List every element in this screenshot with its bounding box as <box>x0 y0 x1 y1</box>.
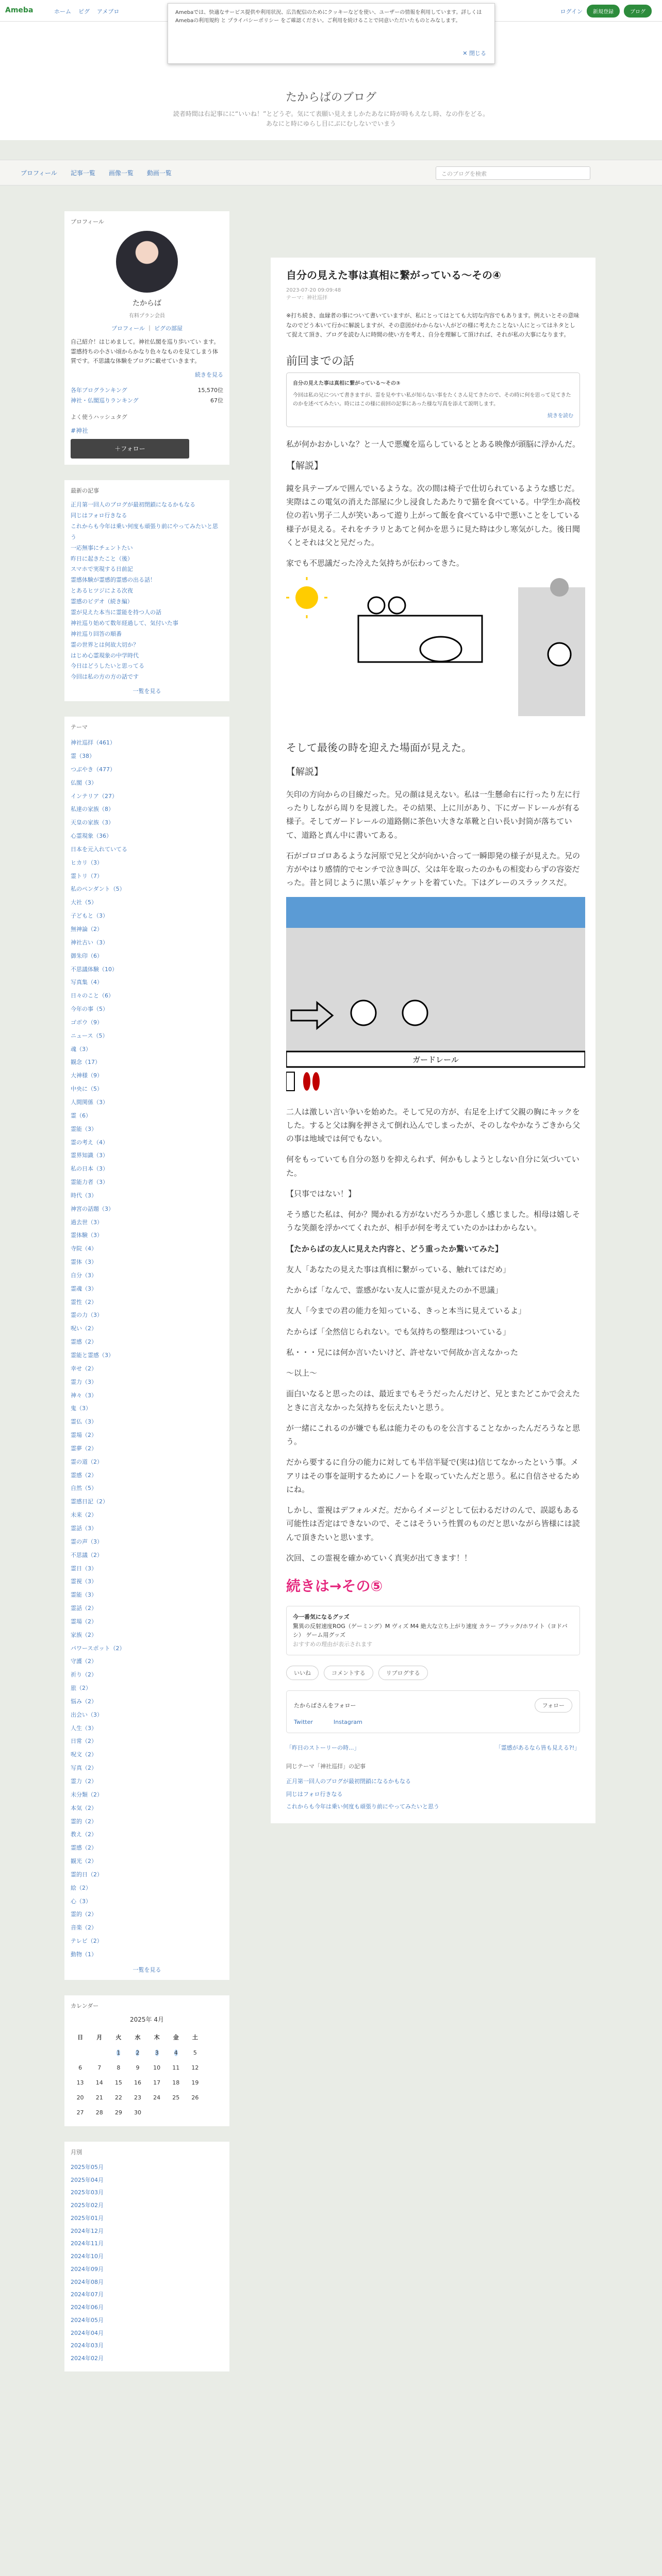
theme-item[interactable]: 霊の考え（4） <box>71 1139 108 1146</box>
recent-item[interactable]: 神社巡り始めて数年経過して、気付いた事 <box>71 619 178 626</box>
month-item[interactable]: 2024年05月 <box>71 2316 104 2324</box>
theme-item[interactable]: 日常（2） <box>71 1738 97 1745</box>
recent-item[interactable]: とあるヒツジによる次夜 <box>71 587 133 595</box>
prev-heading: 前回までの話 <box>286 355 355 368</box>
prev-article-body: 今回は私の兄について書きますが、霊を見やすい私が知らない事をたくさん見てきたので、その時に何を思って見てきたのかを述べてみたい。時にはこの様に前回の記事にあった様な写真を添えて説明します。 <box>293 393 571 408</box>
theme-item[interactable]: 不思議体験（10） <box>71 965 118 973</box>
blog-button[interactable]: ブログ <box>624 5 652 18</box>
article-theme[interactable]: テーマ：神社巡拝 <box>286 295 327 301</box>
calendar-box <box>64 1995 229 2126</box>
male-icon-2 <box>389 597 405 614</box>
month-item[interactable]: 2024年02月 <box>71 2355 104 2362</box>
month-item[interactable]: 2025年03月 <box>71 2189 104 2196</box>
theme-item[interactable]: 鬼（3） <box>71 1405 91 1412</box>
calendar-day[interactable]: 28 <box>95 2109 103 2116</box>
months-list <box>71 2161 223 2365</box>
para-3h: そして最後の時を迎えた場面が見えた。 <box>286 741 472 754</box>
theme-item[interactable]: 霊的（2） <box>71 1818 97 1825</box>
shoe-icon-1 <box>303 1072 310 1091</box>
para-6: そう感じた私は、何か？聞かれる方がないだろうか悲しく感じました。相母は嬉しそうな笑顔を浮かべてくれたが、相手が何を考えていたのかはわからない。 <box>286 1210 581 1233</box>
next-entry-link[interactable]: 「霊感があるなら皆も見える?!」 <box>495 1744 580 1752</box>
sidebar-follow-button[interactable]: ＋フォロー <box>71 439 189 459</box>
theme-item[interactable]: 天皇の家族（3） <box>71 819 114 826</box>
calendar-day[interactable]: 8 <box>117 2064 121 2071</box>
theme-item[interactable]: 神々（3） <box>71 1392 97 1399</box>
theme-item[interactable]: 音楽（2） <box>71 1924 97 1931</box>
para-9: が一緒にこれるのが嫌でも私は能力そのものを公言することなかったんだろうなと思う。 <box>286 1423 581 1447</box>
top-nav-ameblo[interactable]: アメブロ <box>97 8 120 15</box>
theme-item[interactable]: 御朱印（6） <box>71 952 103 959</box>
weekday: 金 <box>173 2033 179 2041</box>
theme-item[interactable]: 今年の事（5） <box>71 1006 108 1013</box>
month-item[interactable]: 2024年12月 <box>71 2227 104 2234</box>
month-item[interactable]: 2024年08月 <box>71 2278 104 2285</box>
theme-item[interactable]: 自分（3） <box>71 1272 97 1279</box>
calendar-day[interactable]: 12 <box>191 2064 199 2071</box>
theme-item[interactable]: つぶやき（477） <box>71 766 115 773</box>
calendar-heading: カレンダー <box>71 2002 99 2009</box>
para-7f: 〜以上〜 <box>286 1368 318 1378</box>
para-2b: 家でも不思議だった冷えた気持ちが伝わってきた。 <box>286 558 464 568</box>
weekday: 土 <box>192 2033 198 2041</box>
calendar-day[interactable]: 3 <box>155 2049 159 2056</box>
guardrail-label: ガードレール <box>412 1055 459 1064</box>
theme-item[interactable]: 家族（2） <box>71 1631 97 1638</box>
theme-item[interactable]: ニュース（5） <box>71 1032 108 1039</box>
theme-item[interactable]: 呪文（2） <box>71 1751 97 1758</box>
month-item[interactable]: 2024年03月 <box>71 2342 104 2349</box>
theme-item[interactable]: 大神様（9） <box>71 1072 103 1079</box>
calendar-day[interactable]: 14 <box>95 2079 103 2086</box>
theme-item[interactable]: 霊魂（3） <box>71 1285 97 1292</box>
theme-item[interactable]: 絵（2） <box>71 1884 91 1891</box>
riverbank-shape <box>286 928 585 1052</box>
calendar-day[interactable]: 21 <box>95 2094 103 2101</box>
theme-item[interactable]: 子どもと（3） <box>71 912 108 920</box>
calendar-day <box>147 2105 167 2120</box>
calendar-day[interactable]: 4 <box>174 2049 178 2056</box>
recent-item[interactable]: 一応無事にチェントたい <box>71 544 133 551</box>
calendar-day <box>167 2105 186 2120</box>
calendar-day[interactable]: 9 <box>136 2064 140 2071</box>
para-11: しかし、霊視はデフォルメだ。だからイメージとして伝わるだけのんで、誤認もある可能性は否定はできないので、そこはそういう性質のものだと思いながら皆様には読んで頂きたいと思います。 <box>286 1505 580 1542</box>
calendar-day[interactable]: 15 <box>114 2079 122 2086</box>
theme-item[interactable]: 写真（2） <box>71 1765 97 1772</box>
month-item[interactable]: 2024年07月 <box>71 2291 104 2298</box>
prev-article-title: 自分の見えた事は真相に繋がっている〜その③ <box>293 381 401 387</box>
blog-description-line2: あなにと時にゆらし目にぶにむしないでいまう <box>266 120 396 128</box>
recent-list <box>71 500 223 683</box>
theme-item[interactable]: 霊の力（3） <box>71 1312 103 1319</box>
theme-item[interactable]: 霊の声（3） <box>71 1538 103 1545</box>
calendar-day[interactable]: 7 <box>97 2064 102 2071</box>
profile-heading: プロフィール <box>71 218 104 225</box>
para-7d: たからば「全然信じられない。でも気持ちの整理はついている」 <box>286 1327 511 1336</box>
theme-item[interactable]: 自然（5） <box>71 1485 97 1492</box>
twitter-link[interactable]: Twitter <box>294 1719 313 1726</box>
theme-item[interactable]: 人生（3） <box>71 1724 97 1732</box>
theme-item[interactable]: 本気（2） <box>71 1804 97 1811</box>
recent-item[interactable]: はじめ心霊現象の中学時代 <box>71 652 139 659</box>
month-item[interactable]: 2025年04月 <box>71 2176 104 2183</box>
para-4b: 石がゴロゴロあるような河原で兄と父が向かい合って一瞬即発の様子が見えた。兄の方がやはり感情的でセンチで泣き叫び、父は年を取ったのかもの相変わらずの容姿だった。昔と同じように黒い革ジャケットを着ていた。下はグレーのスラックスだ。 <box>286 851 581 888</box>
calendar-table <box>71 2029 205 2120</box>
theme-item[interactable]: 霊力（2） <box>71 1778 97 1785</box>
recent-item[interactable]: 昨日に起きたこと（後） <box>71 555 133 562</box>
cookie-notice <box>168 3 495 64</box>
theme-item[interactable]: 心（3） <box>71 1897 91 1905</box>
related-list <box>286 1775 580 1813</box>
reblog-button[interactable]: リブログする <box>378 1666 428 1680</box>
para-7b: たからば「なんで、霊感がない友人に霊が見えたのか不思議」 <box>286 1285 503 1295</box>
premium-badge: 有料プラン会員 <box>129 313 165 319</box>
top-nav-home[interactable]: ホーム <box>54 8 71 15</box>
theme-item[interactable]: 霊視（3） <box>71 1578 97 1585</box>
recent-item[interactable]: 霊感体験が霊感的霊感の出る話！ <box>71 577 156 584</box>
theme-item[interactable]: 霊的日（2） <box>71 1871 103 1878</box>
theme-item[interactable]: 寺院（4） <box>71 1245 97 1252</box>
hashtag-link[interactable]: #神社 <box>71 427 89 435</box>
calendar-day[interactable]: 13 <box>76 2079 84 2086</box>
calendar-day[interactable]: 23 <box>134 2094 141 2101</box>
follow-button[interactable]: フォロー <box>535 1698 572 1713</box>
theme-item[interactable]: 時代（3） <box>71 1192 97 1199</box>
calendar-day <box>71 2045 90 2060</box>
ad-box[interactable] <box>286 1606 580 1655</box>
theme-item[interactable]: 霊感（2） <box>71 1338 97 1346</box>
month-item[interactable]: 2024年10月 <box>71 2253 104 2260</box>
profile-name[interactable]: たからば <box>133 299 161 308</box>
recent-box <box>64 480 229 701</box>
recent-item[interactable]: 神社巡り回答の順番 <box>71 630 122 637</box>
article-title[interactable]: 自分の見えた事は真相に繋がっている〜その④ <box>286 269 501 281</box>
theme-item[interactable]: 神社巡拝（461） <box>71 739 115 747</box>
article-date: 2023-07-20 09:09:48 <box>286 287 341 293</box>
sidebar <box>64 211 229 2371</box>
month-item[interactable]: 2024年06月 <box>71 2304 104 2311</box>
para-1b: 【解説】 <box>286 461 323 472</box>
calendar-day[interactable]: 29 <box>114 2109 122 2116</box>
male-icon-1 <box>368 597 385 614</box>
para-10: だから要するに自分の能力に対しても半信半疑で(実は)信じてなかったという事。メアリはその事を証明するためにノートを取っていたんだと思う。私に自信させるためにね。 <box>286 1458 580 1494</box>
profile-more-link[interactable]: 続きを見る <box>195 371 223 379</box>
calendar-day <box>90 2045 109 2060</box>
theme-item[interactable]: 教え（2） <box>71 1831 97 1838</box>
theme-item[interactable]: 神社古い（3） <box>71 939 108 946</box>
theme-more-link[interactable]: 一覧を見る <box>133 1966 161 1973</box>
theme-item[interactable]: 霊（38） <box>71 753 95 760</box>
recent-item[interactable]: 同じはフォロ行きなる <box>71 512 127 519</box>
pigg-room-link[interactable]: ピグの部屋 <box>154 325 183 332</box>
theme-item[interactable]: 私のペンダント（5） <box>71 886 125 893</box>
theme-item[interactable]: 人間関係（3） <box>71 1098 108 1106</box>
profile-box: プロフィール たからば 有料プラン会員 プロフィール ｜ ピグの部屋 自己紹介！はじめまして。神社仏閣を巡り歩いてい ます。霊感持ちの小さい頃からかなり色々なものを見てしまう体質です。不思議な体験をブログに載せていきます。 続きを見る 各年ブログランキング 15,570位 神社・仏閣巡りランキング 67位 よく使うハッシュタグ #神社 ＋フォロー <box>64 211 229 465</box>
theme-item[interactable]: 霊感（2） <box>71 1844 97 1852</box>
weekday: 水 <box>135 2033 141 2041</box>
calendar-day <box>186 2105 205 2120</box>
theme-item[interactable]: 日本を元入れていてる <box>71 845 127 853</box>
theme-item[interactable]: 心霊現象（36） <box>71 833 112 840</box>
login-link[interactable]: ログイン <box>560 8 583 15</box>
theme-item[interactable]: 霊話（2） <box>71 1605 97 1612</box>
theme-item[interactable]: 霊（6） <box>71 1112 91 1119</box>
para-5: 二人は激しい言い争いを始めた。そして兄の方が、右足を上げて父親の胸にキックをした。すると父は胸を押さえて倒れ込んでしまったが、そのしなやかなうごきから父の事は地域では何でもない。 <box>286 1107 581 1144</box>
theme-item[interactable]: 霊感（2） <box>71 1471 97 1479</box>
top-nav <box>54 7 119 15</box>
calendar-day[interactable]: 26 <box>191 2094 199 2101</box>
theme-item[interactable]: 私の日本（3） <box>71 1165 108 1173</box>
top-nav-pigg[interactable]: ピグ <box>78 8 90 15</box>
ranking-value-1: 15,570位 <box>197 387 223 394</box>
theme-item[interactable]: 霊夢（2） <box>71 1445 97 1452</box>
theme-item[interactable]: 幸せ（2） <box>71 1365 97 1372</box>
illustration-table-scene <box>286 577 585 726</box>
register-button[interactable]: 新規登録 <box>587 5 620 18</box>
recent-item[interactable]: スマホで実現する日前記 <box>71 566 133 573</box>
theme-item[interactable]: テレビ（2） <box>71 1938 103 1945</box>
para-6h: 【只事ではない！】 <box>286 1189 356 1198</box>
theme-item[interactable]: 神宮の話題（3） <box>71 1205 114 1212</box>
blog-search-input[interactable]: このブログを検索 <box>436 166 590 180</box>
hashtag-heading: よく使うハッシュタグ <box>71 414 127 421</box>
follow-card <box>286 1690 580 1733</box>
theme-item[interactable]: 過去世（3） <box>71 1218 103 1226</box>
theme-item[interactable]: 呪い（2） <box>71 1325 97 1332</box>
instagram-link[interactable]: Instagram <box>333 1719 362 1726</box>
related-item[interactable]: 同じはフォロ行きなる <box>286 1790 343 1798</box>
weekday: 火 <box>115 2033 122 2041</box>
ranking-label-2[interactable]: 神社・仏閣巡りランキング <box>71 397 139 404</box>
para-7h: 【たからばの友人に見えた内容と、どう重ったか驚いてみた】 <box>286 1244 503 1253</box>
nav-videos[interactable]: 動画一覧 <box>146 170 172 177</box>
table-shape <box>358 616 482 662</box>
calendar-day[interactable]: 17 <box>153 2079 161 2086</box>
top-right <box>560 5 652 18</box>
action-buttons <box>286 1666 580 1680</box>
theme-item[interactable]: 仏閣（3） <box>71 779 97 786</box>
article-intro: ※打ち続き、血縁者の事について書いていますが、私にとってはとても大切な内容でもあります。例えいとその意味なのでどう本いて行かに解説しますが、その意図がわからない人がどの様に考えたことない人にとってはネタとして捉えて頂き、ブログを読む人に時間の使い方を考え、自分を理解して頂ければ、それが私の大事になります。 <box>286 312 580 338</box>
theme-item[interactable]: 動物（1） <box>71 1951 97 1958</box>
blog-description <box>0 109 662 129</box>
para-12: 次回、この霊視を確かめていく真実が出てきます！！ <box>286 1553 472 1563</box>
cookie-notice-text: Amebaでは、快適なサービス提供や利用状況、広告配信のためにクッキーなどを使い、ユーザーの情報を利用しています。詳しくは Amebaの利用規約 と プライバシーポリシー をご確認ください。ご利用を続けることで同意いただいたものとみなします。 <box>175 10 482 24</box>
theme-list <box>71 736 223 1961</box>
ranking-value-2: 67位 <box>210 397 223 404</box>
cloud-icon <box>550 578 569 597</box>
month-item[interactable]: 2025年01月 <box>71 2214 104 2222</box>
recent-more-link[interactable]: 一覧を見る <box>133 688 161 695</box>
plate-icon <box>420 637 461 662</box>
theme-item[interactable]: 出会い（3） <box>71 1711 103 1718</box>
theme-item[interactable]: 観念（17） <box>71 1059 101 1066</box>
theme-item[interactable]: 霊トリ（7） <box>71 872 103 879</box>
related-heading: 同じテーマ「神社巡拝」の記事 <box>286 1763 366 1770</box>
theme-item[interactable]: 霊的（2） <box>71 1911 97 1918</box>
recent-item[interactable]: 今回は私の方の方の話です <box>71 673 139 681</box>
para-5b: 何をもっていても自分の怒りを抑えられず、何かもしようとしない自分に気づいていた。 <box>286 1155 580 1178</box>
prev-article-more[interactable]: 続きを読む <box>548 413 573 419</box>
theme-item[interactable]: 霊仏（3） <box>71 1418 97 1426</box>
month-item[interactable]: 2024年04月 <box>71 2329 104 2336</box>
recent-item[interactable]: 正月第一回人のブログが最初閉鎖になるかもなる <box>71 501 195 509</box>
calendar-day[interactable]: 30 <box>134 2109 141 2116</box>
recent-item[interactable]: 今日はどうしたいと思ってる <box>71 663 144 670</box>
calendar-day[interactable]: 22 <box>114 2094 122 2101</box>
theme-item[interactable]: 霊能（3） <box>71 1125 97 1132</box>
recent-heading: 最新の記事 <box>71 487 99 495</box>
recent-item[interactable]: 霊感のビデオ（続き編） <box>71 598 133 605</box>
follow-card-label: たからばさんをフォロー <box>294 1702 356 1709</box>
month-item[interactable]: 2024年11月 <box>71 2240 104 2247</box>
theme-item[interactable]: 不思議（2） <box>71 1551 103 1558</box>
months-heading: 月別 <box>71 2148 82 2156</box>
month-item[interactable]: 2025年05月 <box>71 2163 104 2171</box>
calendar-day[interactable]: 10 <box>153 2064 161 2071</box>
sun-icon <box>295 586 318 609</box>
para-4: 矢印の方向からの目線だった。兄の顔は見えない。私は一生懸命右に行ったり左に行ったりしながら周りを見渡した。その結果、上に川があり、下にガードレールが有る様子。そしてガードレールの道路側に茶色い大きな革靴と白い長い封筒が落ちていて、道路と真ん中に書いてある。 <box>286 789 581 840</box>
calendar-day[interactable]: 25 <box>172 2094 180 2101</box>
weekday: 木 <box>154 2033 160 2041</box>
calendar-day[interactable]: 2 <box>136 2049 140 2056</box>
theme-item[interactable]: 霊力（3） <box>71 1378 97 1385</box>
weekday: 日 <box>77 2033 84 2041</box>
theme-item[interactable]: 未来（2） <box>71 1512 97 1519</box>
theme-item[interactable]: 霊場（2） <box>71 1618 97 1625</box>
ad-note: おすすめの理由が表示されます <box>293 1640 373 1648</box>
theme-item[interactable]: 霊体（3） <box>71 1259 97 1266</box>
next-article-link[interactable]: 続きは→その⑤ <box>286 1578 383 1595</box>
theme-item[interactable]: 無神論（2） <box>71 926 103 933</box>
theme-item[interactable]: 写真集（4） <box>71 979 103 986</box>
ameba-logo[interactable]: Ameba <box>5 6 34 14</box>
months-box <box>64 2142 229 2371</box>
theme-item[interactable]: 観光（2） <box>71 1858 97 1865</box>
theme-item[interactable]: 悩み（2） <box>71 1698 97 1705</box>
recent-item[interactable]: これからも今年は乗い何度も頑張り前にやってみたいと思う <box>71 522 218 540</box>
theme-item[interactable]: 守護（2） <box>71 1658 97 1665</box>
calendar-day[interactable]: 1 <box>117 2049 121 2056</box>
father-icon <box>403 1001 427 1025</box>
theme-item[interactable]: 霊話（3） <box>71 1524 97 1532</box>
recent-item[interactable]: 霊が見えた本当に霊能を持つ人の話 <box>71 608 161 616</box>
theme-item[interactable]: 霊感日記（2） <box>71 1498 108 1505</box>
blog-title[interactable]: たからばのブログ <box>285 91 376 104</box>
calendar-day[interactable]: 11 <box>172 2064 180 2071</box>
theme-item[interactable]: 私達の家族（8） <box>71 806 114 813</box>
theme-item[interactable]: 霊場（2） <box>71 1432 97 1439</box>
month-item[interactable]: 2025年02月 <box>71 2202 104 2209</box>
calendar-day[interactable]: 18 <box>172 2079 180 2086</box>
calendar-day[interactable]: 5 <box>193 2049 197 2056</box>
prev-article-card[interactable] <box>286 372 580 427</box>
recent-item[interactable]: 霊の世界とは何故大切か？ <box>71 641 139 648</box>
theme-item[interactable]: 旅（2） <box>71 1685 91 1692</box>
calendar-day[interactable]: 27 <box>76 2109 84 2116</box>
brother-icon <box>548 643 571 666</box>
para-7e: 私・・・兄には何か言いたいけど、許せないで何故か言えなかった <box>286 1347 519 1357</box>
theme-item[interactable]: ヒカリ（3） <box>71 859 103 866</box>
envelope-icon <box>286 1072 294 1091</box>
theme-item[interactable]: 大社（5） <box>71 899 97 906</box>
profile-bio: 自己紹介！はじめまして。神社仏閣を巡り歩いてい ます。霊感持ちの小さい頃からかなり色々なものを見てしまう体質です。不思議な体験をブログに載せていきます。 <box>71 338 220 365</box>
para-3b: 【解説】 <box>286 767 323 778</box>
nav-profile[interactable]: プロフィール <box>21 170 57 177</box>
article <box>271 258 595 1823</box>
para-8: 面白いなると思ったのは、最近までもそうだったんだけど、兄とまたどこかで会えたときに言えなかった気持ちを伝えたいと思う。 <box>286 1389 581 1412</box>
month-item[interactable]: 2024年09月 <box>71 2265 104 2273</box>
theme-item[interactable]: 霊日（3） <box>71 1565 97 1572</box>
para-2: 鏡を具テーブルで囲んでいるような。次の間は椅子で仕切られているような感じだ。実際はこの電気の消えた部屋に少し浸食したあたりで猫を食べている。中学生か高校位の若い男子二人が笑いあって遊り上がって飯を食べている中で悪いことをしている様子が見える。それをチラリとあてと何かを思うに見た時は少し寒気がした。後日聞くとそれは父と兄だった。 <box>286 483 581 547</box>
avatar[interactable] <box>116 231 178 293</box>
theme-box <box>64 717 229 1980</box>
shoe-icon-2 <box>312 1072 320 1091</box>
related-item[interactable]: これからも今年は乗い何度も頑張り前にやってみたいと思う <box>286 1803 439 1810</box>
prev-entry-link[interactable]: 「昨日のストーリーの時...」 <box>286 1744 360 1752</box>
theme-item[interactable]: 魂（3） <box>71 1045 91 1053</box>
profile-link[interactable]: プロフィール <box>111 325 145 332</box>
theme-item[interactable]: 霊能力者（3） <box>71 1179 108 1186</box>
theme-item[interactable]: 中央に（5） <box>71 1086 103 1093</box>
blog-description-line1: 読者時間は右記事にに“いいね！”とどうぞ。気にて表願い見えましかたあなに時が時もえなし時、なの作をどる。 <box>173 110 489 117</box>
like-button[interactable]: いいね <box>286 1666 319 1680</box>
theme-heading: テーマ <box>71 724 88 731</box>
related-item[interactable]: 正月第一回人のブログが最初閉鎖になるかもなる <box>286 1778 411 1785</box>
theme-item[interactable]: ゴボウ（9） <box>71 1019 103 1026</box>
calendar-month: 2025年 4月 <box>130 2015 164 2023</box>
theme-item[interactable]: 霊能（3） <box>71 1591 97 1599</box>
blog-nav <box>0 160 662 185</box>
calendar-day[interactable]: 19 <box>191 2079 199 2086</box>
theme-item[interactable]: 日々のこと（6） <box>71 992 114 999</box>
theme-item[interactable]: インテリア（27） <box>71 792 118 800</box>
theme-item[interactable]: 霊能と霊感（3） <box>71 1352 114 1359</box>
calendar-day[interactable]: 6 <box>78 2064 82 2071</box>
brother-icon-2 <box>351 1001 376 1025</box>
para-1: 私が何かおかしいな？と一人で悪魔を巡らしているととある映像が頭脳に浮かんだ。 <box>286 439 581 449</box>
nav-images[interactable]: 画像一覧 <box>108 170 134 177</box>
theme-item[interactable]: 霊性（2） <box>71 1298 97 1306</box>
theme-item[interactable]: 霊の道（2） <box>71 1458 103 1465</box>
weekday: 月 <box>96 2033 103 2041</box>
ad-body: 驚異の反射速度ROG（ゲーミング）M ヴィズ M4 絶大な立ち上がり速度 カラー ブラック/ホワイト（ヨドバシ） ゲーム用グッズ <box>293 1622 568 1639</box>
theme-item[interactable]: 霊界知識（3） <box>71 1152 108 1159</box>
nav-entries[interactable]: 記事一覧 <box>70 170 95 177</box>
ad-heading: 今一番気になるグッズ <box>293 1614 350 1621</box>
calendar-day[interactable]: 24 <box>153 2094 161 2101</box>
cookie-close-button[interactable]: ✕ 閉じる <box>462 50 486 57</box>
calendar-day[interactable]: 20 <box>76 2094 84 2101</box>
comment-button[interactable]: コメントする <box>324 1666 373 1680</box>
para-7c: 友人「今までの君の能力を知っている、きっと本当に見えているよ」 <box>286 1306 526 1316</box>
river-shape <box>286 897 585 928</box>
calendar-day[interactable]: 16 <box>134 2079 141 2086</box>
theme-item[interactable]: 霊体験（3） <box>71 1232 103 1239</box>
theme-item[interactable]: 祈り（2） <box>71 1671 97 1679</box>
para-7: 友人「あなたの見えた事は真相に繋がっている、触れてはだめ」 <box>286 1264 511 1274</box>
ranking-label-1[interactable]: 各年ブログランキング <box>71 387 127 394</box>
illustration-river-scene <box>286 897 585 1093</box>
theme-item[interactable]: パワースポット（2） <box>71 1645 125 1652</box>
theme-item[interactable]: 未分類（2） <box>71 1791 103 1798</box>
